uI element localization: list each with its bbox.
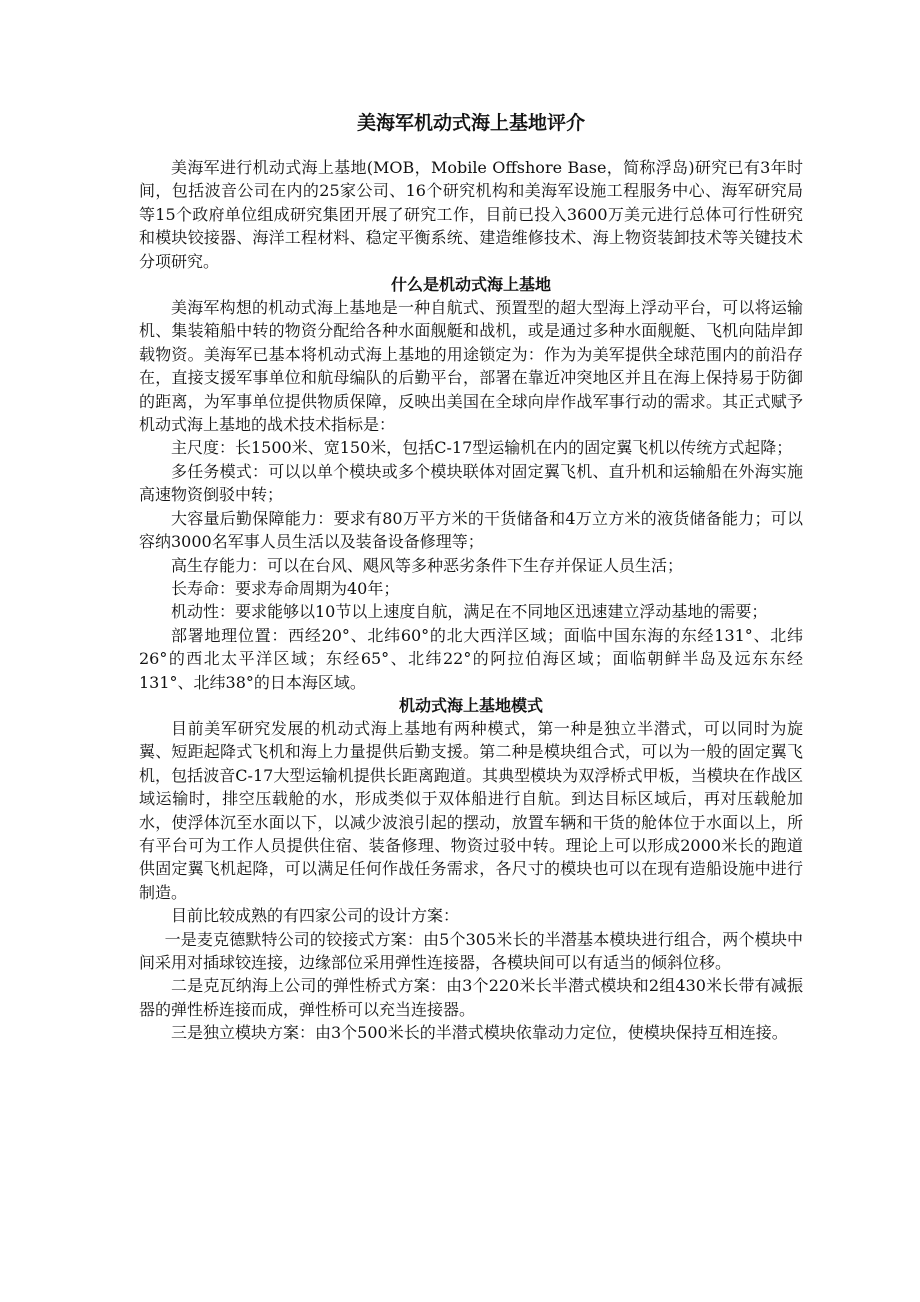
intro-paragraph: 美海军进行机动式海上基地(MOB，Mobile Offshore Base，简称浮岛)研究已有3年时间，包括波音公司在内的25家公司、16个研究机构和美海军设施工程服务中心、海军研究局等15个政府单位组成研究集团开展了研究工作，目前已投入3600万美元进行总体可行性研究和模块铰接器、海洋工程材料、稳定平衡系统、建造维修技术、海上物资装卸技术等关键技术分项研究。: [139, 158, 803, 271]
spec-logistics-capacity: 大容量后勤保障能力：要求有80万平方米的干货储备和4万立方米的液货储备能力；可以容纳3000名军事人员生活以及装备设备修理等；: [139, 508, 803, 552]
section2-paragraph: 目前美军研究发展的机动式海上基地有两种模式，第一种是独立半潜式，可以同时为旋翼、短距起降式飞机和海上力量提供后勤支援。第二种是模块组合式，可以为一般的固定翼飞机，包括波音C-17大型运输机提供长距离跑道。其典型模块为双浮桥式甲板，当模块在作战区域运输时，排空压载舱的水，形成类似于双体船进行自航。到达目标区域后，再对压载舱加水，使浮体沉至水面以下，以减少波浪引起的摆动，放置车辆和干货的舱体位于水面以上，所有平台可为工作人员提供住宿、装备修理、物资过驳中转。理论上可以形成2000米长的跑道供固定翼飞机起降，可以满足任何作战任务需求，各尺寸的模块也可以在现有造船设施中进行制造。: [139, 718, 803, 902]
design-proposal-independent-module: 三是独立模块方案：由3个500米长的半潜式模块依靠动力定位，使模块保持互相连接。: [171, 1023, 788, 1043]
spec-survivability: 高生存能力：可以在台风、飓风等多种恶劣条件下生存并保证人员生活；: [171, 555, 684, 575]
design-proposal-kvaerner: 二是克瓦纳海上公司的弹性桥式方案：由3个220米长半潜式模块和2组430米长带有减振器的弹性桥连接而成，弹性桥可以充当连接器。: [139, 976, 803, 1019]
design-proposals-intro: 目前比较成熟的有四家公司的设计方案：: [171, 906, 460, 926]
document-title: 美海军机动式海上基地评介: [356, 112, 585, 134]
document-page: [139, 108, 803, 1045]
section-heading-what-is-mob: 什么是机动式海上基地: [390, 275, 551, 295]
spec-multi-mission: 多任务模式：可以以单个模块或多个模块联体对固定翼飞机、直升机和运输船在外海实施高速物资倒驳中转；: [139, 461, 803, 505]
section1-paragraph: 美海军构想的机动式海上基地是一种自航式、预置型的超大型海上浮动平台，可以将运输机、集装箱船中转的物资分配给各种水面舰艇和战机，或是通过多种水面舰艇、飞机向陆岸卸载物资。美海军已基本将机动式海上基地的用途锁定为：作为为美军提供全球范围内的前沿存在，直接支援军事单位和航母编队的后勤平台，部署在靠近冲突地区并且在海上保持易于防御的距离，为军事单位提供物质保障，反映出美国在全球向岸作战军事行动的需求。其正式赋予机动式海上基地的战术技术指标是：: [139, 298, 803, 435]
section-heading-mob-modes: 机动式海上基地模式: [398, 695, 543, 715]
spec-main-dimensions: 主尺度：长1500米、宽150米，包括C-17型运输机在内的固定翼飞机以传统方式起降；: [171, 438, 793, 458]
spec-lifespan: 长寿命：要求寿命周期为40年；: [171, 578, 400, 598]
design-proposal-mcdermott: 一是麦克德默特公司的铰接式方案：由5个305米长的半潜基本模块进行组合，两个模块中间采用对插球铰连接，边缘部位采用弹性连接器，各模块间可以有适当的倾斜位移。: [139, 929, 803, 972]
spec-deployment-locations: 部署地理位置：西经20°、北纬60°的北大西洋区域；面临中国东海的东经131°、北纬26°的西北太平洋区域；东经65°、北纬22°的阿拉伯海区域；面临朝鲜半岛及远东东经131°、北纬38°的日本海区域。: [139, 625, 803, 692]
spec-mobility: 机动性：要求能够以10节以上速度自航，满足在不同地区迅速建立浮动基地的需要；: [171, 602, 768, 622]
